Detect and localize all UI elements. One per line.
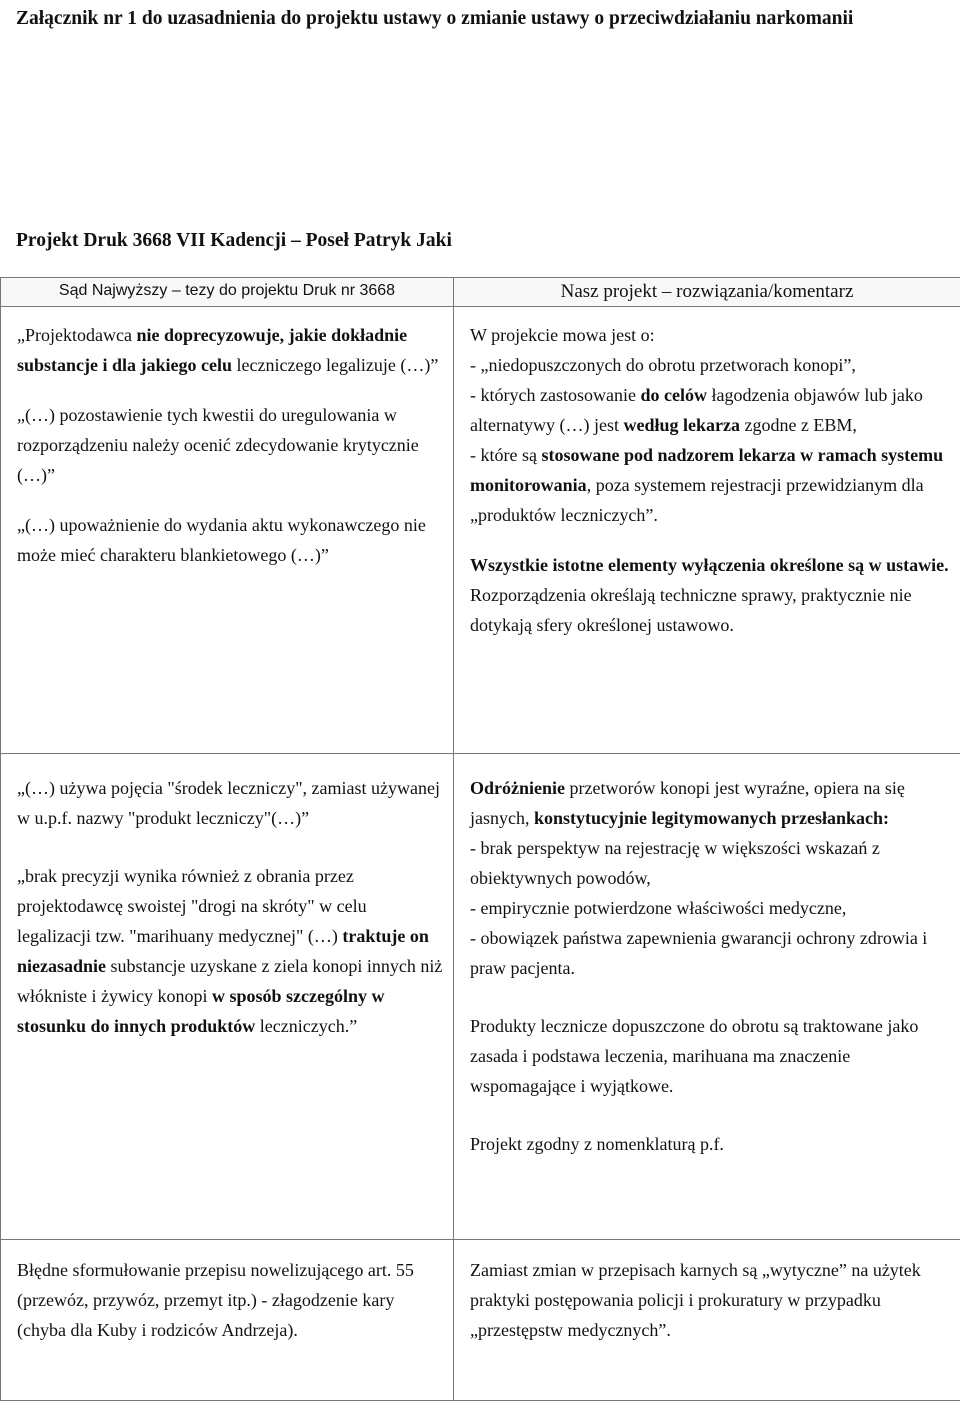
column-header-our-project: Nasz projekt – rozwiązania/komentarz	[454, 278, 960, 307]
comment-paragraph: Projekt zgodny z nomenklaturą p.f.	[470, 1134, 724, 1154]
comment-paragraph: Odróżnienie przetworów konopi jest wyraźne, opiera na się jasnych, konstytucyjnie legitymowanych przesłankach:	[470, 778, 905, 828]
comment-line: - „niedopuszczonych do obrotu przetworach konopi”,	[470, 355, 856, 375]
thesis-paragraph: „(…) upoważnienie do wydania aktu wykonawczego nie może mieć charakteru blankietowego (…)”	[17, 515, 426, 565]
table-row	[1, 1240, 960, 1401]
thesis-paragraph: Błędne sformułowanie przepisu nowelizującego art. 55 (przewóz, przywóz, przemyt itp.) - złagodzenie kary (chyba dla Kuby i rodziców Andrzeja).	[17, 1260, 414, 1340]
table-cell-left	[1, 1240, 454, 1401]
table-row	[1, 754, 960, 1240]
table-cell-left	[1, 307, 454, 754]
comment-paragraph: Zamiast zmian w przepisach karnych są „wytyczne” na użytek praktyki postępowania policji i prokuratury w przypadku „przestępstw medycznych”.	[470, 1260, 921, 1340]
table-cell-left	[1, 754, 454, 1240]
thesis-paragraph: „(…) pozostawienie tych kwestii do uregulowania w rozporządzeniu należy ocenić zdecydowanie krytycznie (…)”	[17, 405, 419, 485]
column-header-supreme-court: Sąd Najwyższy – tezy do projektu Druk nr 3668	[1, 278, 454, 307]
comment-line: - których zastosowanie do celów łagodzenia objawów lub jako alternatywy (…) jest według lekarza zgodne z EBM,	[470, 385, 923, 435]
comment-line: - empirycznie potwierdzone właściwości medyczne,	[470, 898, 847, 918]
comment-line: - obowiązek państwa zapewnienia gwarancji ochrony zdrowia i praw pacjenta.	[470, 928, 928, 978]
comment-line: - brak perspektyw na rejestrację w większości wskazań z obiektywnych powodów,	[470, 838, 880, 888]
table-cell-right	[454, 307, 960, 754]
comment-line: W projekcie mowa jest o:	[470, 325, 655, 345]
comment-paragraph: Wszystkie istotne elementy wyłączenia określone są w ustawie. Rozporządzenia określają techniczne sprawy, praktycznie nie dotykają sfery określonej ustawowo.	[470, 555, 949, 635]
table-cell-right	[454, 754, 960, 1240]
thesis-paragraph: „(…) używa pojęcia "środek leczniczy", zamiast używanej w u.p.f. nazwy "produkt leczniczy"(…)”	[17, 778, 440, 828]
table-header-row	[1, 278, 960, 307]
table-cell-right	[454, 1240, 960, 1401]
comment-paragraph: Produkty lecznicze dopuszczone do obrotu są traktowane jako zasada i podstawa leczenia, marihuana ma znaczenie wspomagające i wyjątkowe.	[470, 1016, 919, 1096]
table-row	[1, 307, 960, 754]
thesis-paragraph: „Projektodawca nie doprecyzowuje, jakie dokładnie substancje i dla jakiego celu leczniczego legalizuje (…)”	[17, 325, 439, 375]
comparison-table	[0, 277, 960, 1401]
comment-line: - które są stosowane pod nadzorem lekarza w ramach systemu monitorowania, poza systemem rejestracji przewidzianym dla „produktów leczniczych”.	[470, 445, 944, 525]
thesis-paragraph: „brak precyzji wynika również z obrania przez projektodawcę swoistej "drogi na skróty" w celu legalizacji tzw. "marihuany medycznej" (…) traktuje on niezasadnie substancje uzyskane z ziela konopi innych niż włókniste i żywicy konopi w sposób szczególny w stosunku do innych produktów leczniczych.”	[17, 866, 443, 1036]
document-title: Załącznik nr 1 do uzasadnienia do projektu ustawy o zmianie ustawy o przeciwdziałaniu narkomanii	[16, 8, 854, 29]
document-subtitle: Projekt Druk 3668 VII Kadencji – Poseł Patryk Jaki	[16, 230, 452, 251]
